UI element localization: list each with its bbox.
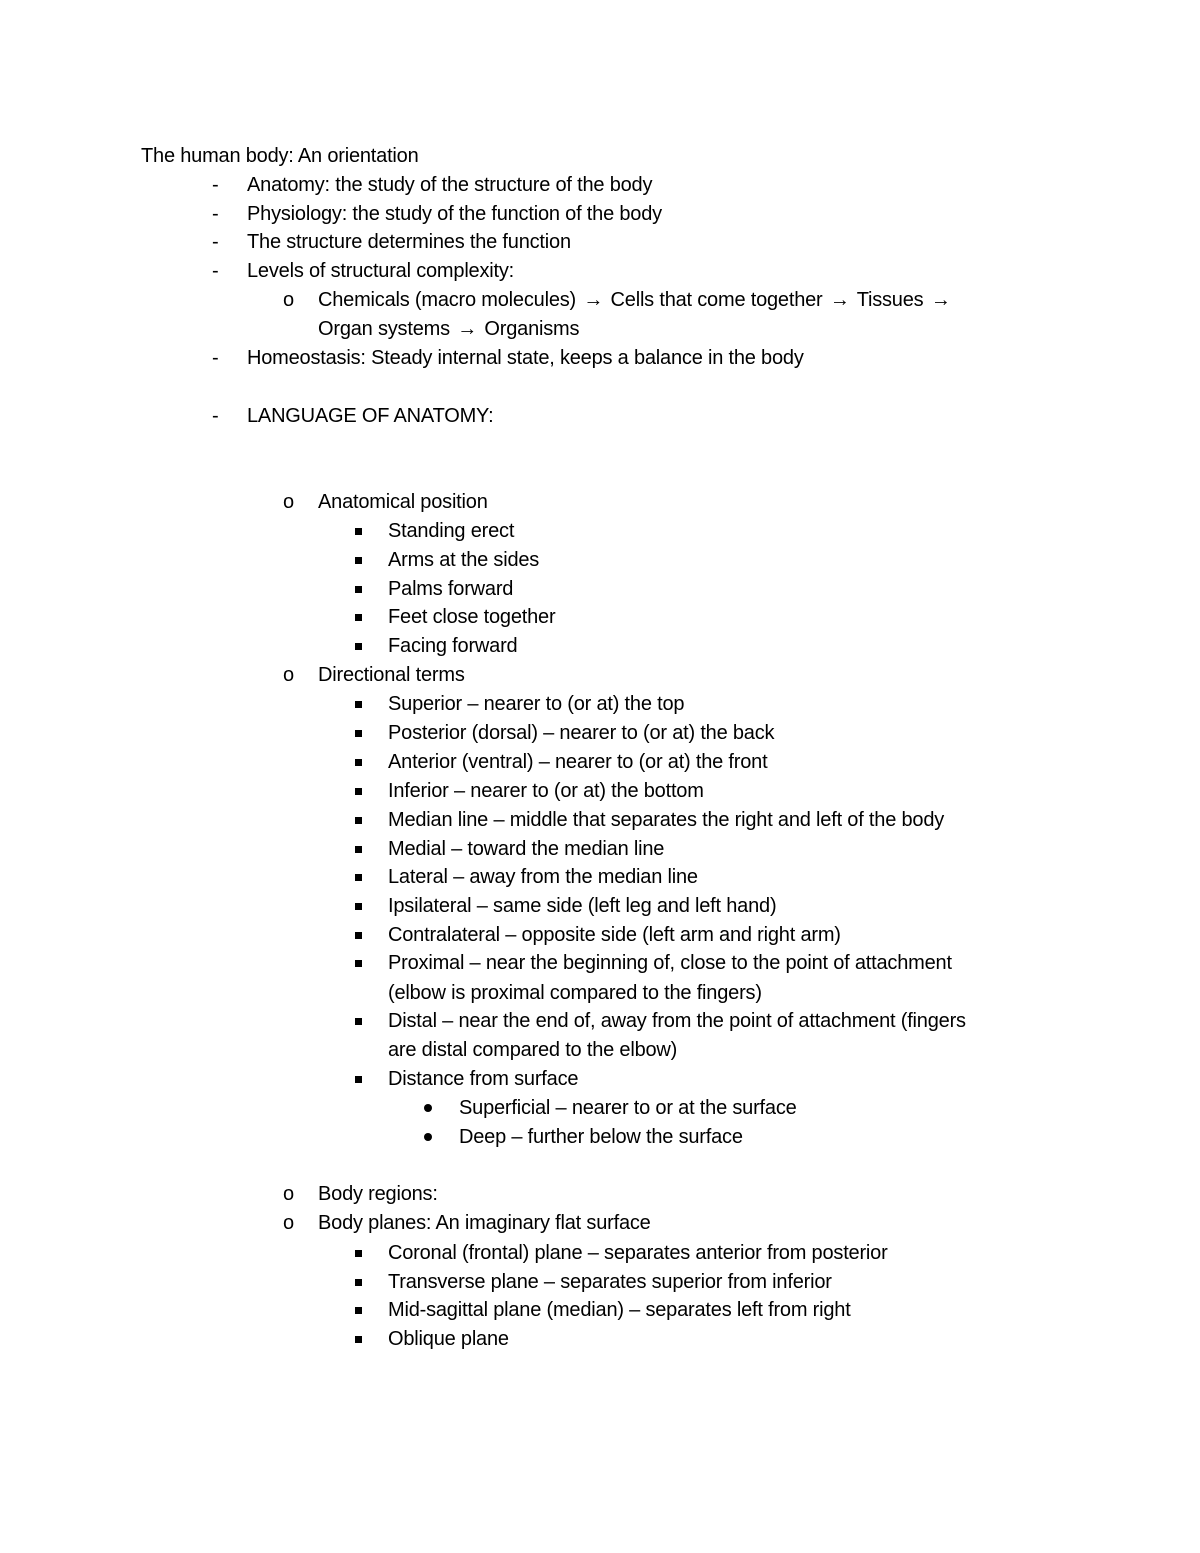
directional-term: Anterior (ventral) – nearer to (or at) the front	[388, 751, 768, 773]
level-organisms: Organisms	[484, 318, 580, 340]
dash-marker: -	[212, 174, 219, 196]
arrow-right-icon: →	[829, 289, 850, 311]
directional-term: Posterior (dorsal) – nearer to (or at) the back	[388, 722, 775, 744]
square-bullet	[355, 759, 362, 766]
position-item: Facing forward	[388, 635, 518, 657]
square-bullet	[355, 557, 362, 564]
dash-marker: -	[212, 405, 219, 427]
circle-marker: o	[283, 664, 295, 686]
directional-term: Lateral – away from the median line	[388, 866, 698, 888]
anatomical-position-heading: Anatomical position	[318, 491, 488, 513]
circle-marker: o	[283, 289, 295, 311]
body-plane-item: Transverse plane – separates superior from inferior	[388, 1271, 832, 1293]
directional-term: Superior – nearer to (or at) the top	[388, 693, 685, 715]
homeostasis-item: Homeostasis: Steady internal state, keeps a balance in the body	[247, 347, 804, 369]
square-bullet	[355, 1250, 362, 1257]
square-bullet	[355, 1336, 362, 1343]
distance-item: Superficial – nearer to or at the surface	[459, 1097, 797, 1119]
directional-terms-heading: Directional terms	[318, 664, 465, 686]
square-bullet	[355, 846, 362, 853]
level-cells: Cells that come together	[610, 289, 823, 311]
level-organ-systems: Organ systems	[318, 318, 450, 340]
distance-heading: Distance from surface	[388, 1068, 579, 1090]
position-item: Standing erect	[388, 520, 515, 542]
intro-item-levels: Levels of structural complexity:	[247, 260, 515, 282]
square-bullet	[355, 788, 362, 795]
square-bullet	[355, 932, 362, 939]
language-heading: LANGUAGE OF ANATOMY:	[247, 405, 494, 427]
square-bullet	[355, 528, 362, 535]
arrow-right-icon: →	[457, 318, 478, 340]
body-plane-item: Coronal (frontal) plane – separates anterior from posterior	[388, 1242, 888, 1264]
square-bullet	[355, 1018, 362, 1025]
position-item: Palms forward	[388, 578, 514, 600]
arrow-right-icon: →	[930, 289, 951, 311]
dash-marker: -	[212, 347, 219, 369]
intro-item-physiology: Physiology: the study of the function of the body	[247, 203, 662, 225]
document-title: The human body: An orientation	[141, 145, 419, 167]
circle-marker: o	[283, 1212, 295, 1234]
body-plane-item: Oblique plane	[388, 1328, 509, 1350]
body-planes-heading: Body planes: An imaginary flat surface	[318, 1212, 651, 1234]
square-bullet	[355, 1076, 362, 1083]
square-bullet	[355, 730, 362, 737]
square-bullet	[355, 817, 362, 824]
directional-term-proximal-cont: (elbow is proximal compared to the fingers)	[388, 982, 762, 1004]
position-item: Arms at the sides	[388, 549, 540, 571]
dash-marker: -	[212, 203, 219, 225]
level-tissues: Tissues	[856, 289, 924, 311]
directional-term: Medial – toward the median line	[388, 838, 665, 860]
complexity-levels-line-1	[318, 286, 953, 315]
dash-marker: -	[212, 260, 219, 282]
square-bullet	[355, 701, 362, 708]
round-bullet	[424, 1133, 432, 1141]
circle-marker: o	[283, 491, 295, 513]
directional-term: Median line – middle that separates the right and left of the body	[388, 809, 945, 831]
square-bullet	[355, 903, 362, 910]
circle-marker: o	[283, 1183, 295, 1205]
directional-term: Ipsilateral – same side (left leg and left hand)	[388, 895, 777, 917]
level-chemicals: Chemicals (macro molecules)	[318, 289, 576, 311]
directional-term: Inferior – nearer to (or at) the bottom	[388, 780, 704, 802]
complexity-levels-line-2	[318, 315, 579, 344]
square-bullet	[355, 874, 362, 881]
square-bullet	[355, 1307, 362, 1314]
directional-term: Contralateral – opposite side (left arm and right arm)	[388, 924, 841, 946]
square-bullet	[355, 1279, 362, 1286]
square-bullet	[355, 586, 362, 593]
arrow-right-icon: →	[583, 289, 604, 311]
square-bullet	[355, 643, 362, 650]
intro-item-structure: The structure determines the function	[247, 231, 571, 253]
square-bullet	[355, 960, 362, 967]
square-bullet	[355, 614, 362, 621]
directional-term-distal-cont: are distal compared to the elbow)	[388, 1039, 678, 1061]
distance-item: Deep – further below the surface	[459, 1126, 743, 1148]
body-regions-heading: Body regions:	[318, 1183, 438, 1205]
round-bullet	[424, 1104, 432, 1112]
directional-term-distal: Distal – near the end of, away from the point of attachment (fingers	[388, 1010, 966, 1032]
intro-item-anatomy: Anatomy: the study of the structure of the body	[247, 174, 653, 196]
position-item: Feet close together	[388, 606, 556, 628]
body-plane-item: Mid-sagittal plane (median) – separates left from right	[388, 1299, 851, 1321]
dash-marker: -	[212, 231, 219, 253]
directional-term-proximal: Proximal – near the beginning of, close to the point of attachment	[388, 952, 952, 974]
